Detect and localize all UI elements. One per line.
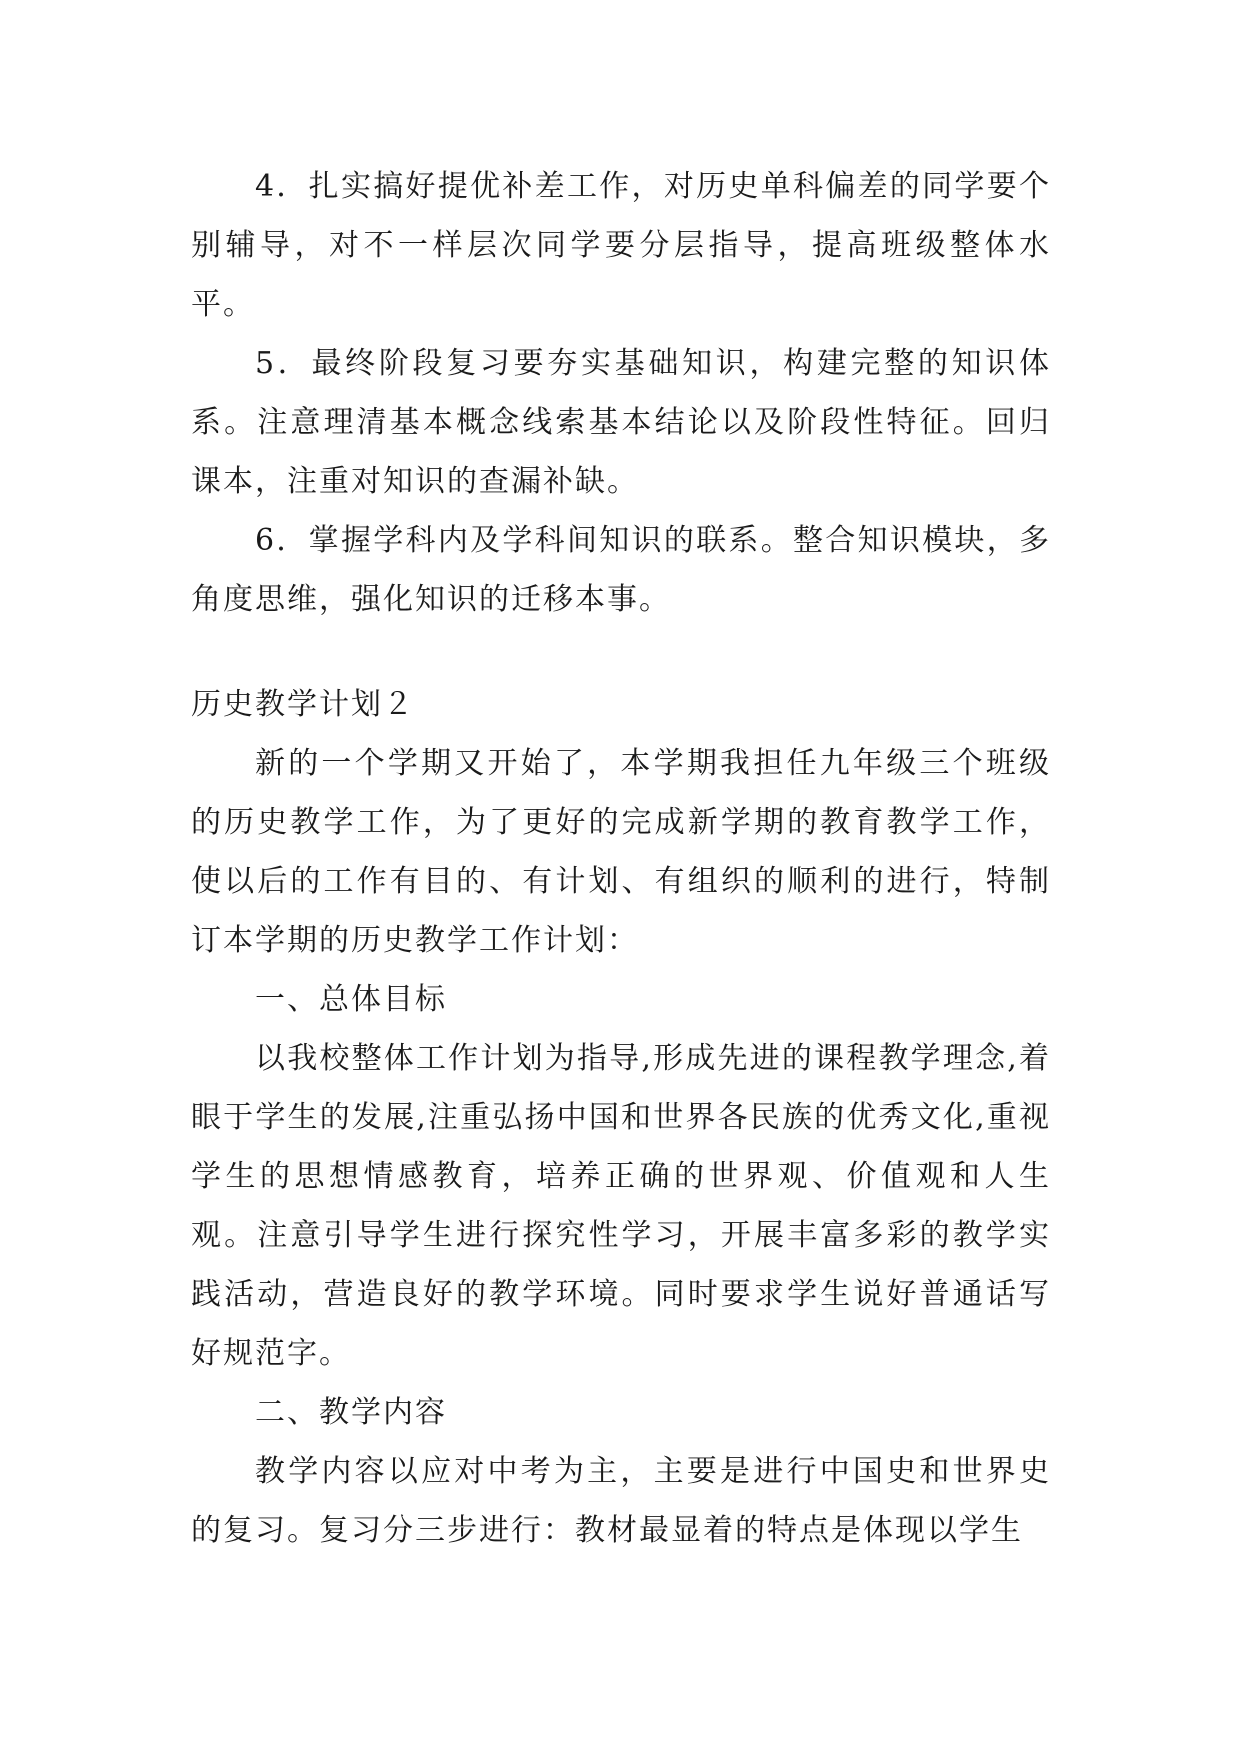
goals-paragraph: 以我校整体工作计划为指导,形成先进的课程教学理念,着眼于学生的发展,注重弘扬中国和世界各民族的优秀文化,重视学生的思想情感教育，培养正确的世界观、价值观和人生观。注意引导学生进行探究性学习，开展丰富多彩的教学实践活动，营造良好的教学环境。同时要求学生说好普通话写好规范字。: [191, 1041, 1051, 1371]
intro-paragraph: 新的一个学期又开始了，本学期我担任九年级三个班级的历史教学工作，为了更好的完成新学期的教育教学工作，使以后的工作有目的、有计划、有组织的顺利的进行，特制订本学期的历史教学工作计划：: [191, 746, 1051, 958]
subheading-teaching-content: 二、教学内容: [255, 1395, 447, 1430]
paragraph-4: 4．扎实搞好提优补差工作，对历史单科偏差的同学要个别辅导，对不一样层次同学要分层指导，提高班级整体水平。: [191, 169, 1051, 322]
content-paragraph: 教学内容以应对中考为主，主要是进行中国史和世界史的复习。复习分三步进行：教材最显着的特点是体现以学生: [191, 1454, 1051, 1548]
subheading-general-goals: 一、总体目标: [255, 982, 447, 1017]
section-heading: 历史教学计划２: [191, 687, 415, 722]
document-body: [191, 157, 1051, 1560]
paragraph-6: 6．掌握学科内及学科间知识的联系。整合知识模块，多角度思维，强化知识的迁移本事。: [191, 523, 1051, 617]
paragraph-5: 5．最终阶段复习要夯实基础知识，构建完整的知识体系。注意理清基本概念线索基本结论以及阶段性特征。回归课本，注重对知识的查漏补缺。: [191, 346, 1051, 499]
